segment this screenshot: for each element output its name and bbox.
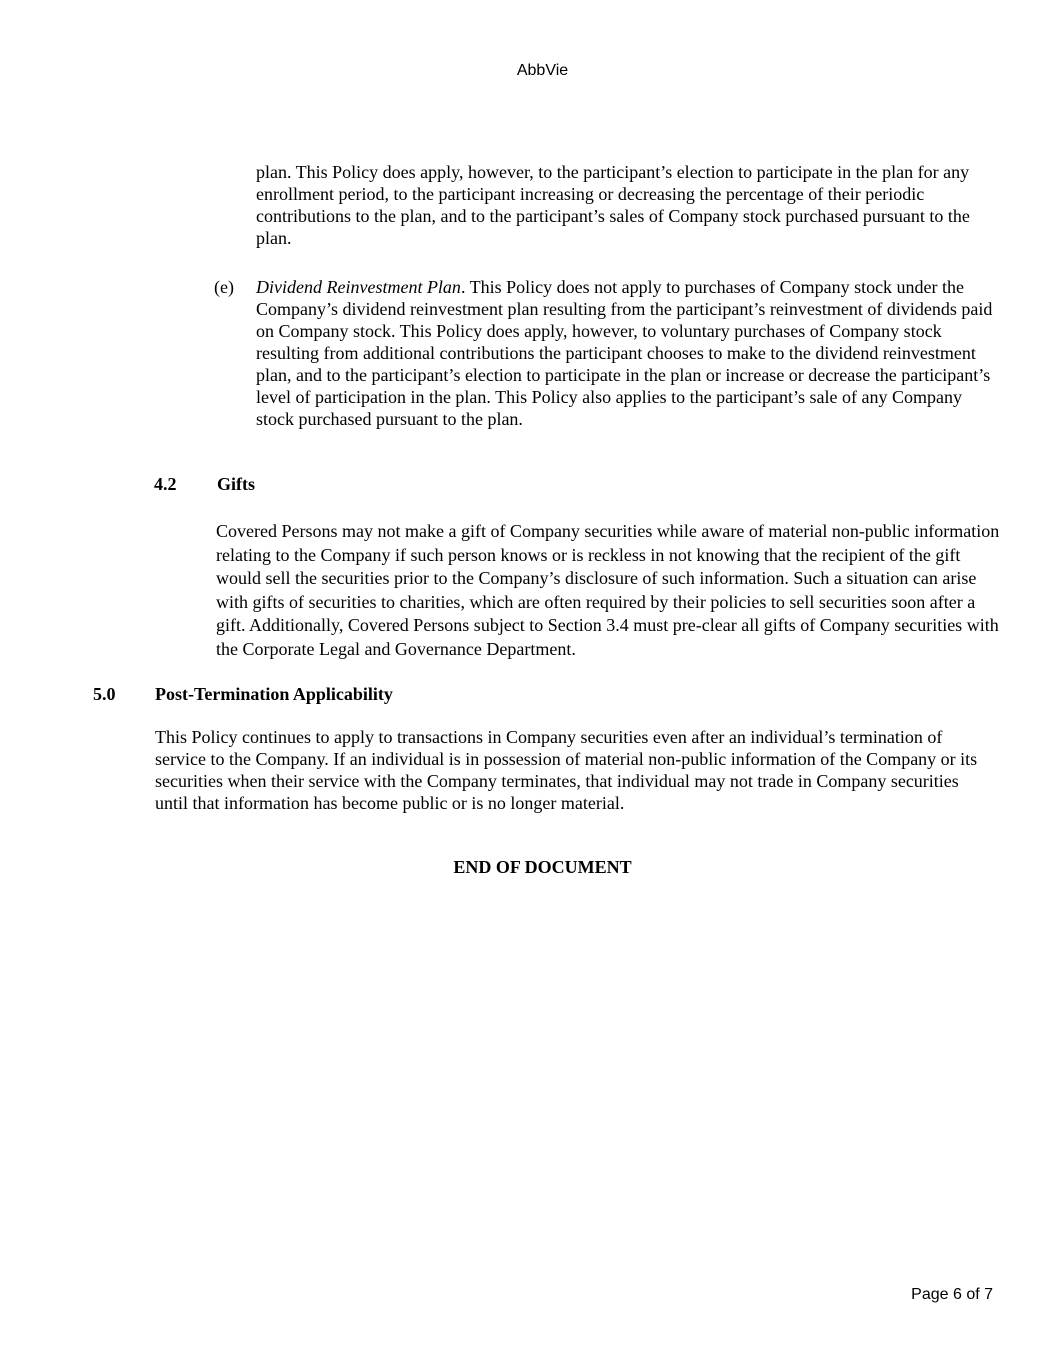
item-e-body: . This Policy does not apply to purchases of Company stock under the Company’s dividend reinvestment plan resulting from the participant’s reinvestment of dividends paid on Company stock. This Policy does apply, however, to voluntary purchases of Company stock resulting from additional contributions the participant chooses to make to the dividend reinvestment plan, and to the participant’s election to participate in the plan or increase or decrease the participant’s level of participation in the plan. This Policy also applies to the participant’s sale of any Company stock purchased pursuant to the plan. [256, 277, 993, 429]
section-4-2-number: 4.2 [154, 474, 177, 494]
continuation-paragraph: plan. This Policy does apply, however, to the participant’s election to participate in the plan for any enrollment period, to the participant increasing or decreasing the percentage of their periodic contributions to the plan, and to the participant’s sales of Company stock purchased pursuant to the plan. [256, 162, 970, 248]
item-e-paragraph [256, 276, 1001, 430]
end-of-document: END OF DOCUMENT [453, 857, 632, 877]
item-e-label: (e) [214, 277, 234, 297]
section-5-0-body: This Policy continues to apply to transactions in Company securities even after an individual’s termination of service to the Company. If an individual is in possession of material non-public information of the Company or its securities when their service with the Company terminates, that individual may not trade in Company securities until that information has become public or is no longer material. [155, 727, 978, 813]
item-e-title: Dividend Reinvestment Plan [256, 277, 461, 297]
section-4-2-title: Gifts [217, 474, 255, 494]
section-4-2-body: Covered Persons may not make a gift of Company securities while aware of material non-public information relating to the Company if such person knows or is reckless in not knowing that the recipient of the gift would sell the securities prior to the Company’s disclosure of such information. Such a situation can arise with gifts of securities to charities, which are often required by their policies to sell securities soon after a gift. Additionally, Covered Persons subject to Section 3.4 must pre-clear all gifts of Company securities with the Corporate Legal and Governance Department. [216, 521, 1000, 659]
page-number: Page 6 of 7 [911, 1286, 993, 1303]
section-5-0-number: 5.0 [93, 684, 116, 704]
page-header-company: AbbVie [516, 62, 569, 79]
section-5-0-title: Post-Termination Applicability [155, 684, 393, 704]
